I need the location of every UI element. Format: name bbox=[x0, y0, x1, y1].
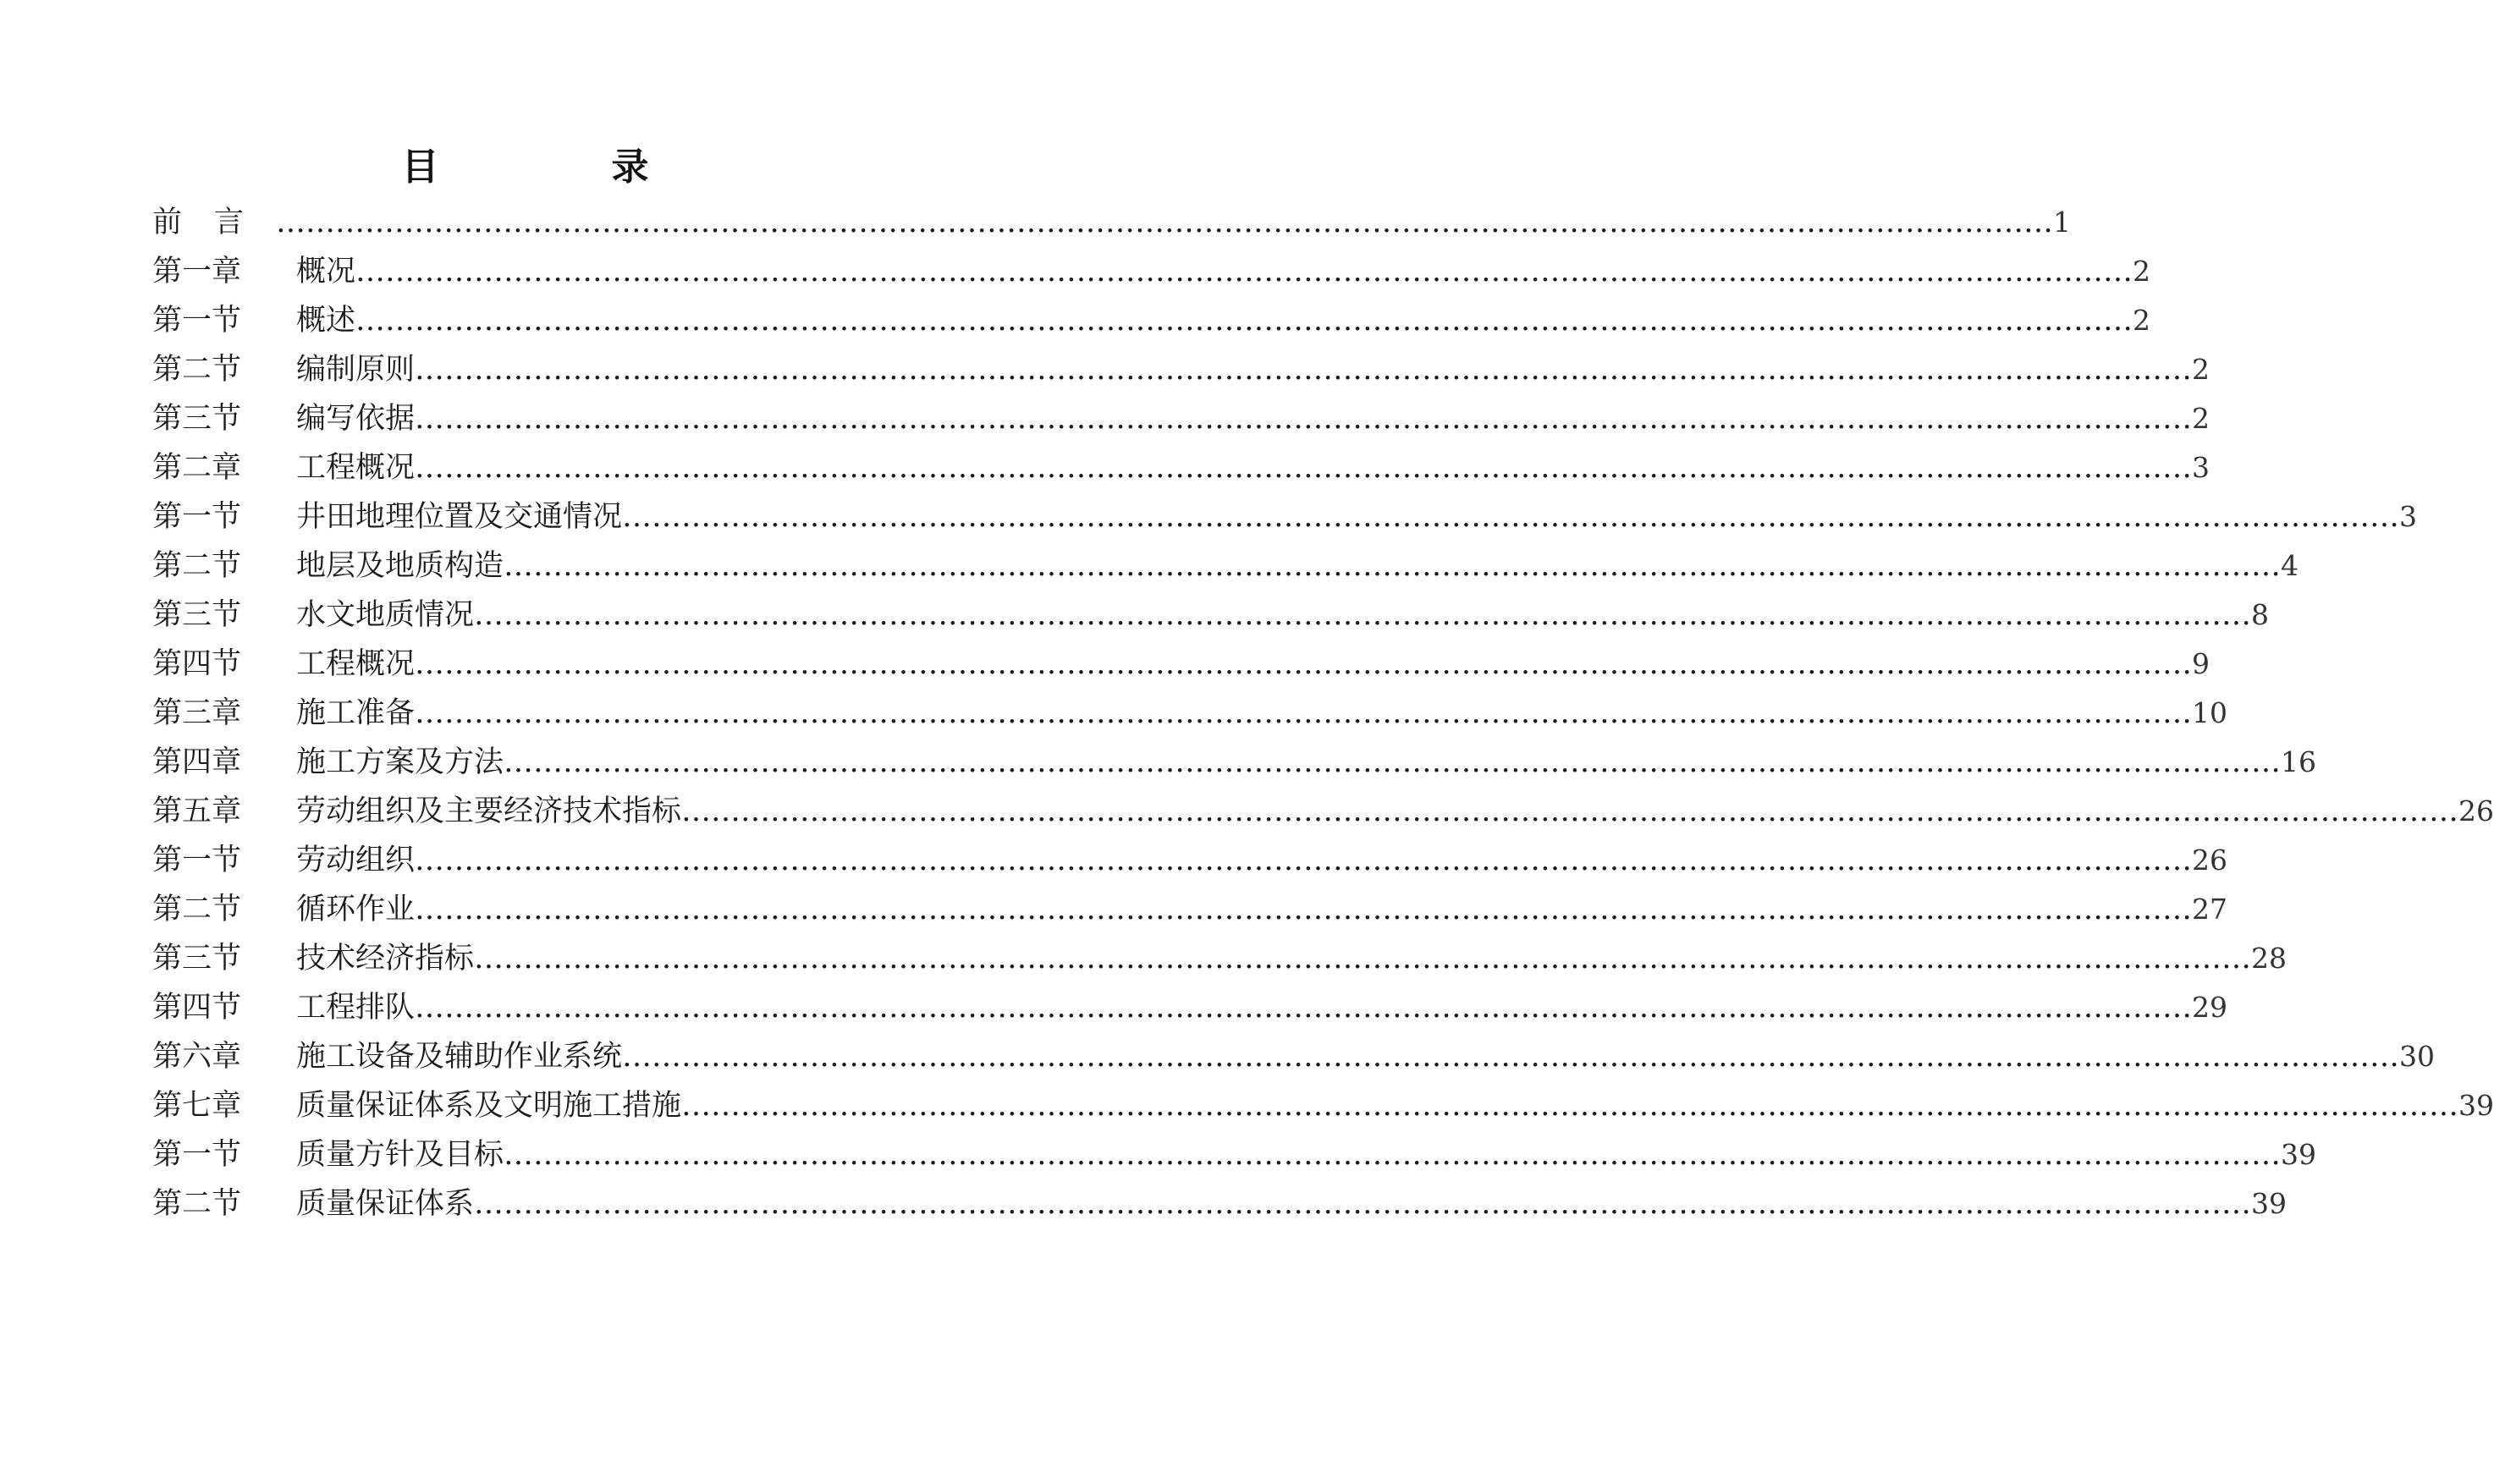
toc-entry-page-number: 2 bbox=[2192, 402, 2210, 435]
toc-entry-title: 劳动组织 bbox=[296, 844, 416, 877]
toc-entry-label: 第三节 bbox=[152, 598, 242, 632]
toc-entry[interactable] bbox=[152, 493, 2418, 541]
toc-entry-label: 第二章 bbox=[152, 451, 242, 485]
toc-leader-dots: ……………………………………………………………………………………………………………………………………………………………… bbox=[415, 353, 2193, 387]
toc-entry-label: 第四节 bbox=[152, 647, 242, 681]
toc-entry[interactable] bbox=[152, 788, 2494, 835]
toc-entry-page-number: 26 bbox=[2458, 794, 2494, 827]
toc-entry-label: 第五章 bbox=[152, 794, 242, 828]
toc-entry-page-number: 2 bbox=[2133, 304, 2151, 337]
toc-entry[interactable] bbox=[152, 346, 2210, 393]
toc-entry-label: 第六章 bbox=[152, 1040, 242, 1074]
toc-entry-title: 质量保证体系及文明施工措施 bbox=[296, 1089, 682, 1123]
toc-entry[interactable] bbox=[152, 395, 2210, 442]
toc-leader-dots: ……………………………………………………………………………………………………………………………………………………………… bbox=[474, 942, 2252, 976]
toc-leader-dots: ……………………………………………………………………………………………………………………………………………………………… bbox=[681, 1089, 2459, 1123]
toc-leader-dots: ……………………………………………………………………………………………………………………………………………………………… bbox=[355, 255, 2133, 289]
toc-entry-title: 编制原则 bbox=[296, 353, 416, 387]
toc-entry-page-number: 2 bbox=[2192, 353, 2210, 386]
toc-entry-page-number: 1 bbox=[2053, 206, 2072, 239]
toc-entry[interactable] bbox=[152, 297, 2151, 344]
toc-entry-title: 编写依据 bbox=[296, 402, 416, 436]
toc-entry[interactable] bbox=[152, 640, 2210, 688]
toc-leader-dots: ……………………………………………………………………………………………………………………………………………………………… bbox=[415, 991, 2193, 1025]
toc-entry-title: 施工方案及方法 bbox=[296, 745, 504, 779]
toc-entry[interactable] bbox=[152, 1180, 2288, 1228]
toc-entry[interactable] bbox=[152, 1082, 2494, 1129]
toc-entry-page-number: 10 bbox=[2192, 696, 2228, 729]
toc-entry[interactable] bbox=[152, 886, 2228, 933]
toc-leader-dots: ……………………………………………………………………………………………………………………………………………………………… bbox=[622, 500, 2400, 534]
toc-entry-title: 施工设备及辅助作业系统 bbox=[296, 1040, 623, 1074]
toc-entry-page-number: 39 bbox=[2251, 1187, 2288, 1220]
toc-entry-label: 第一节 bbox=[152, 1138, 242, 1172]
toc-entry[interactable] bbox=[152, 690, 2228, 737]
toc-entry-title: 概况 bbox=[296, 255, 356, 289]
toc-entry-label: 第一章 bbox=[152, 255, 242, 289]
toc-leader-dots: ……………………………………………………………………………………………………………………………………………………………… bbox=[681, 794, 2459, 828]
toc-leader-dots: ……………………………………………………………………………………………………………………………………………………………… bbox=[415, 893, 2193, 926]
toc-leader-dots: ……………………………………………………………………………………………………………………………………………………………… bbox=[415, 844, 2193, 877]
toc-entry-page-number: 3 bbox=[2399, 500, 2418, 533]
toc-leader-dots: ……………………………………………………………………………………………………………………………………………………………… bbox=[276, 206, 2054, 239]
toc-leader-dots: ……………………………………………………………………………………………………………………………………………………………… bbox=[474, 1187, 2252, 1221]
toc-entry-label: 第二节 bbox=[152, 893, 242, 926]
toc-entry-title: 质量方针及目标 bbox=[296, 1138, 504, 1172]
toc-entry-page-number: 9 bbox=[2192, 647, 2210, 680]
toc-entry-title: 循环作业 bbox=[296, 893, 416, 926]
toc-leader-dots: ……………………………………………………………………………………………………………………………………………………………… bbox=[355, 304, 2133, 338]
toc-entry-title: 地层及地质构造 bbox=[296, 549, 504, 583]
toc-entry-title: 工程概况 bbox=[296, 451, 416, 485]
toc-entry-title: 工程概况 bbox=[296, 647, 416, 681]
toc-entry-label: 第二节 bbox=[152, 353, 242, 387]
toc-entry-title: 工程排队 bbox=[296, 991, 416, 1025]
toc-entry[interactable] bbox=[152, 739, 2317, 786]
toc-entry-label: 第三章 bbox=[152, 696, 242, 730]
toc-leader-dots: ……………………………………………………………………………………………………………………………………………………………… bbox=[415, 451, 2193, 485]
toc-entry-page-number: 39 bbox=[2458, 1089, 2494, 1122]
toc-entry-label: 第四章 bbox=[152, 745, 242, 779]
toc-entry-page-number: 3 bbox=[2192, 451, 2210, 484]
toc-entry-page-number: 26 bbox=[2192, 844, 2228, 877]
toc-entry-label: 第一节 bbox=[152, 844, 242, 877]
toc-entry-title: 技术经济指标 bbox=[296, 942, 475, 976]
toc-leader-dots: ……………………………………………………………………………………………………………………………………………………………… bbox=[415, 696, 2193, 730]
toc-entry-page-number: 28 bbox=[2251, 942, 2288, 975]
toc-entry-page-number: 8 bbox=[2251, 598, 2270, 631]
toc-entry-title: 水文地质情况 bbox=[296, 598, 475, 632]
toc-leader-dots: ……………………………………………………………………………………………………………………………………………………………… bbox=[474, 598, 2252, 632]
toc-entry-page-number: 2 bbox=[2133, 255, 2151, 288]
toc-entry-label: 第三节 bbox=[152, 402, 242, 436]
toc-entry-title: 质量保证体系 bbox=[296, 1187, 475, 1221]
toc-entry-label: 前言 bbox=[152, 206, 277, 239]
toc-entry-page-number: 4 bbox=[2281, 549, 2299, 582]
toc-entry[interactable] bbox=[152, 1033, 2436, 1080]
toc-entry-title: 概述 bbox=[296, 304, 356, 338]
toc-entry-title: 劳动组织及主要经济技术指标 bbox=[296, 794, 682, 828]
toc-entry-page-number: 30 bbox=[2399, 1040, 2436, 1073]
toc-entry[interactable] bbox=[152, 837, 2228, 884]
toc-entry-page-number: 39 bbox=[2281, 1138, 2317, 1171]
toc-leader-dots: ……………………………………………………………………………………………………………………………………………………………… bbox=[504, 745, 2282, 779]
toc-leader-dots: ……………………………………………………………………………………………………………………………………………………………… bbox=[415, 647, 2193, 681]
toc-entry-label: 第三节 bbox=[152, 942, 242, 976]
toc-entry-label: 第七章 bbox=[152, 1089, 242, 1123]
toc-entry-page-number: 27 bbox=[2192, 893, 2228, 926]
toc-entry-label: 第一节 bbox=[152, 304, 242, 338]
toc-entry-page-number: 29 bbox=[2192, 991, 2228, 1024]
toc-entry[interactable] bbox=[152, 542, 2299, 590]
toc-entry-page-number: 16 bbox=[2281, 745, 2317, 778]
toc-entry[interactable] bbox=[152, 935, 2288, 982]
toc-entry[interactable] bbox=[152, 1131, 2317, 1179]
toc-entry-label: 第二节 bbox=[152, 549, 242, 583]
toc-leader-dots: ……………………………………………………………………………………………………………………………………………………………… bbox=[622, 1040, 2400, 1074]
toc-entry-label: 第二节 bbox=[152, 1187, 242, 1221]
toc-leader-dots: ……………………………………………………………………………………………………………………………………………………………… bbox=[415, 402, 2193, 436]
toc-entry[interactable] bbox=[152, 199, 2072, 246]
toc-entry-label: 第四节 bbox=[152, 991, 242, 1025]
toc-leader-dots: ……………………………………………………………………………………………………………………………………………………………… bbox=[504, 1138, 2282, 1172]
toc-entry[interactable] bbox=[152, 984, 2228, 1031]
toc-entry[interactable] bbox=[152, 248, 2151, 295]
toc-entry-title: 井田地理位置及交通情况 bbox=[296, 500, 623, 534]
toc-entry[interactable] bbox=[152, 444, 2210, 492]
page-title: 目 录 bbox=[401, 146, 717, 189]
toc-leader-dots: ……………………………………………………………………………………………………………………………………………………………… bbox=[504, 549, 2282, 583]
toc-entry-label: 第一节 bbox=[152, 500, 242, 534]
toc-entry-title: 施工准备 bbox=[296, 696, 416, 730]
toc-entry[interactable] bbox=[152, 591, 2270, 639]
